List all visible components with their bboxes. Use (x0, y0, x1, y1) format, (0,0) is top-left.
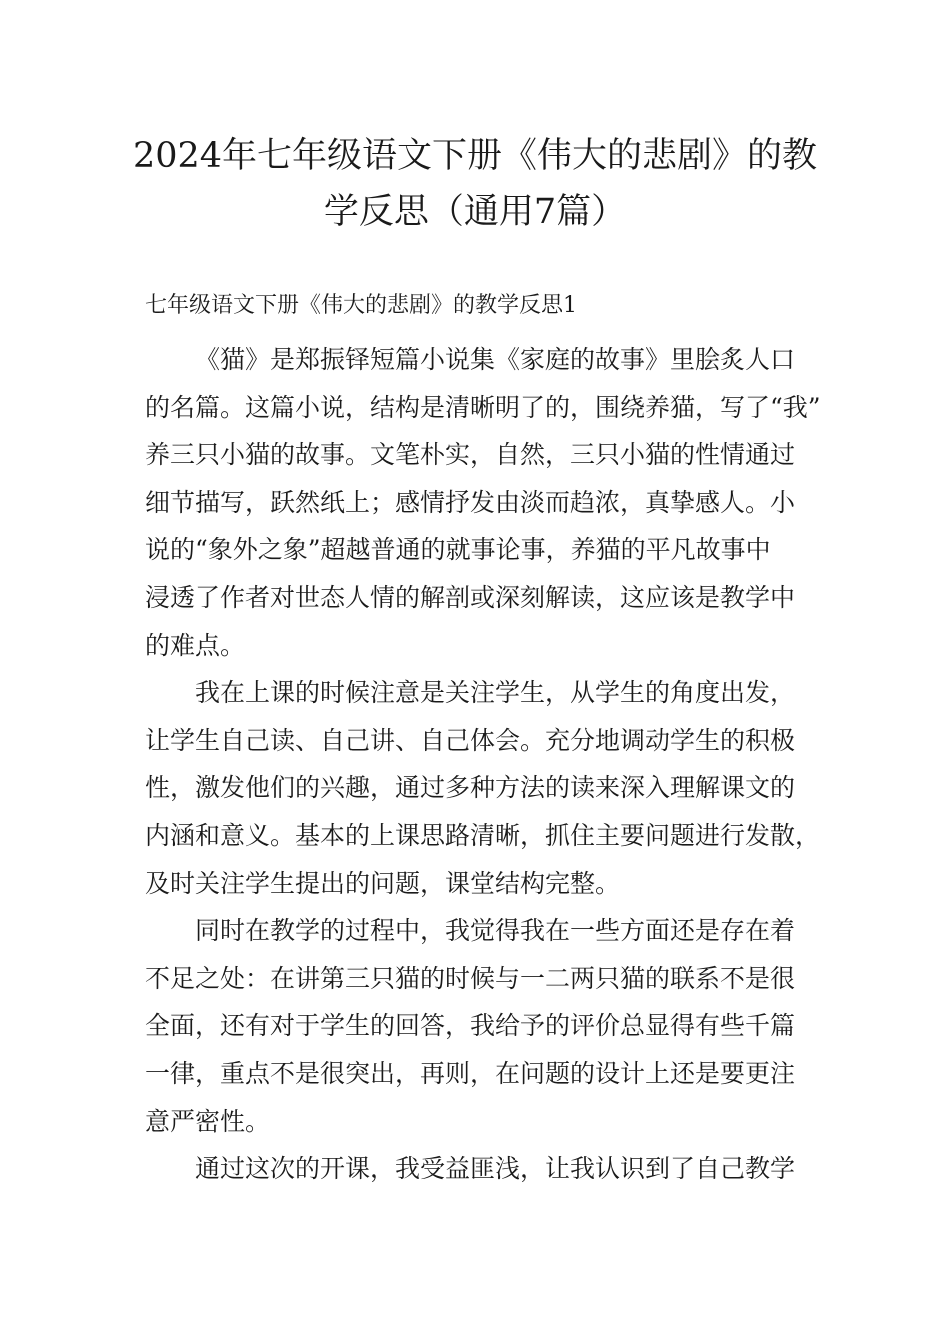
paragraph-line: 说的“象外之象”超越普通的就事论事，养猫的平凡故事中 (145, 535, 771, 565)
paragraph-line: 意严密性。 (145, 1106, 271, 1136)
paragraph-line: 我在上课的时候注意是关注学生，从学生的角度出发， (195, 678, 796, 708)
paragraph-4 (145, 1145, 810, 1193)
paragraph-3 (145, 907, 810, 1145)
paragraph-line: 及时关注学生提出的问题，课堂结构完整。 (145, 868, 621, 898)
paragraph-line: 细节描写，跃然纸上；感情抒发由淡而趋浓，真挚感人。小 (145, 487, 796, 517)
section-heading: 七年级语文下册《伟大的悲剧》的教学反思1 (145, 293, 577, 318)
paragraph-2 (145, 669, 821, 907)
paragraph-line: 一律，重点不是很突出，再则，在问题的设计上还是要更注 (145, 1058, 796, 1088)
paragraph-line: 通过这次的开课，我受益匪浅，让我认识到了自己教学 (195, 1154, 796, 1184)
title-line-2: 学反思（通用7篇） (323, 192, 627, 232)
document-title (120, 128, 830, 240)
paragraph-1 (145, 336, 821, 669)
paragraph-line: 《猫》是郑振铎短篇小说集《家庭的故事》里脍炙人口 (195, 345, 796, 374)
paragraph-line: 同时在教学的过程中，我觉得我在一些方面还是存在着 (195, 916, 796, 946)
paragraph-line: 内涵和意义。基本的上课思路清晰，抓住主要问题进行发散， (145, 820, 821, 850)
title-line-1: 2024年七年级语文下册《伟大的悲剧》的教 (132, 136, 818, 176)
paragraph-line: 的名篇。这篇小说，结构是清晰明了的，围绕养猫，写了“我” (145, 392, 821, 422)
paragraph-line: 不足之处：在讲第三只猫的时候与一二两只猫的联系不是很 (145, 963, 796, 993)
paragraph-line: 性，激发他们的兴趣，通过多种方法的读来深入理解课文的 (145, 773, 796, 803)
paragraph-line: 的难点。 (145, 630, 246, 660)
paragraph-line: 让学生自己读、自己讲、自己体会。充分地调动学生的积极 (145, 725, 796, 755)
paragraph-line: 养三只小猫的故事。文笔朴实，自然，三只小猫的性情通过 (145, 440, 796, 470)
document-body (145, 336, 821, 1193)
paragraph-line: 浸透了作者对世态人情的解剖或深刻解读，这应该是教学中 (145, 582, 796, 612)
paragraph-line: 全面，还有对于学生的回答，我给予的评价总显得有些千篇 (145, 1011, 796, 1041)
